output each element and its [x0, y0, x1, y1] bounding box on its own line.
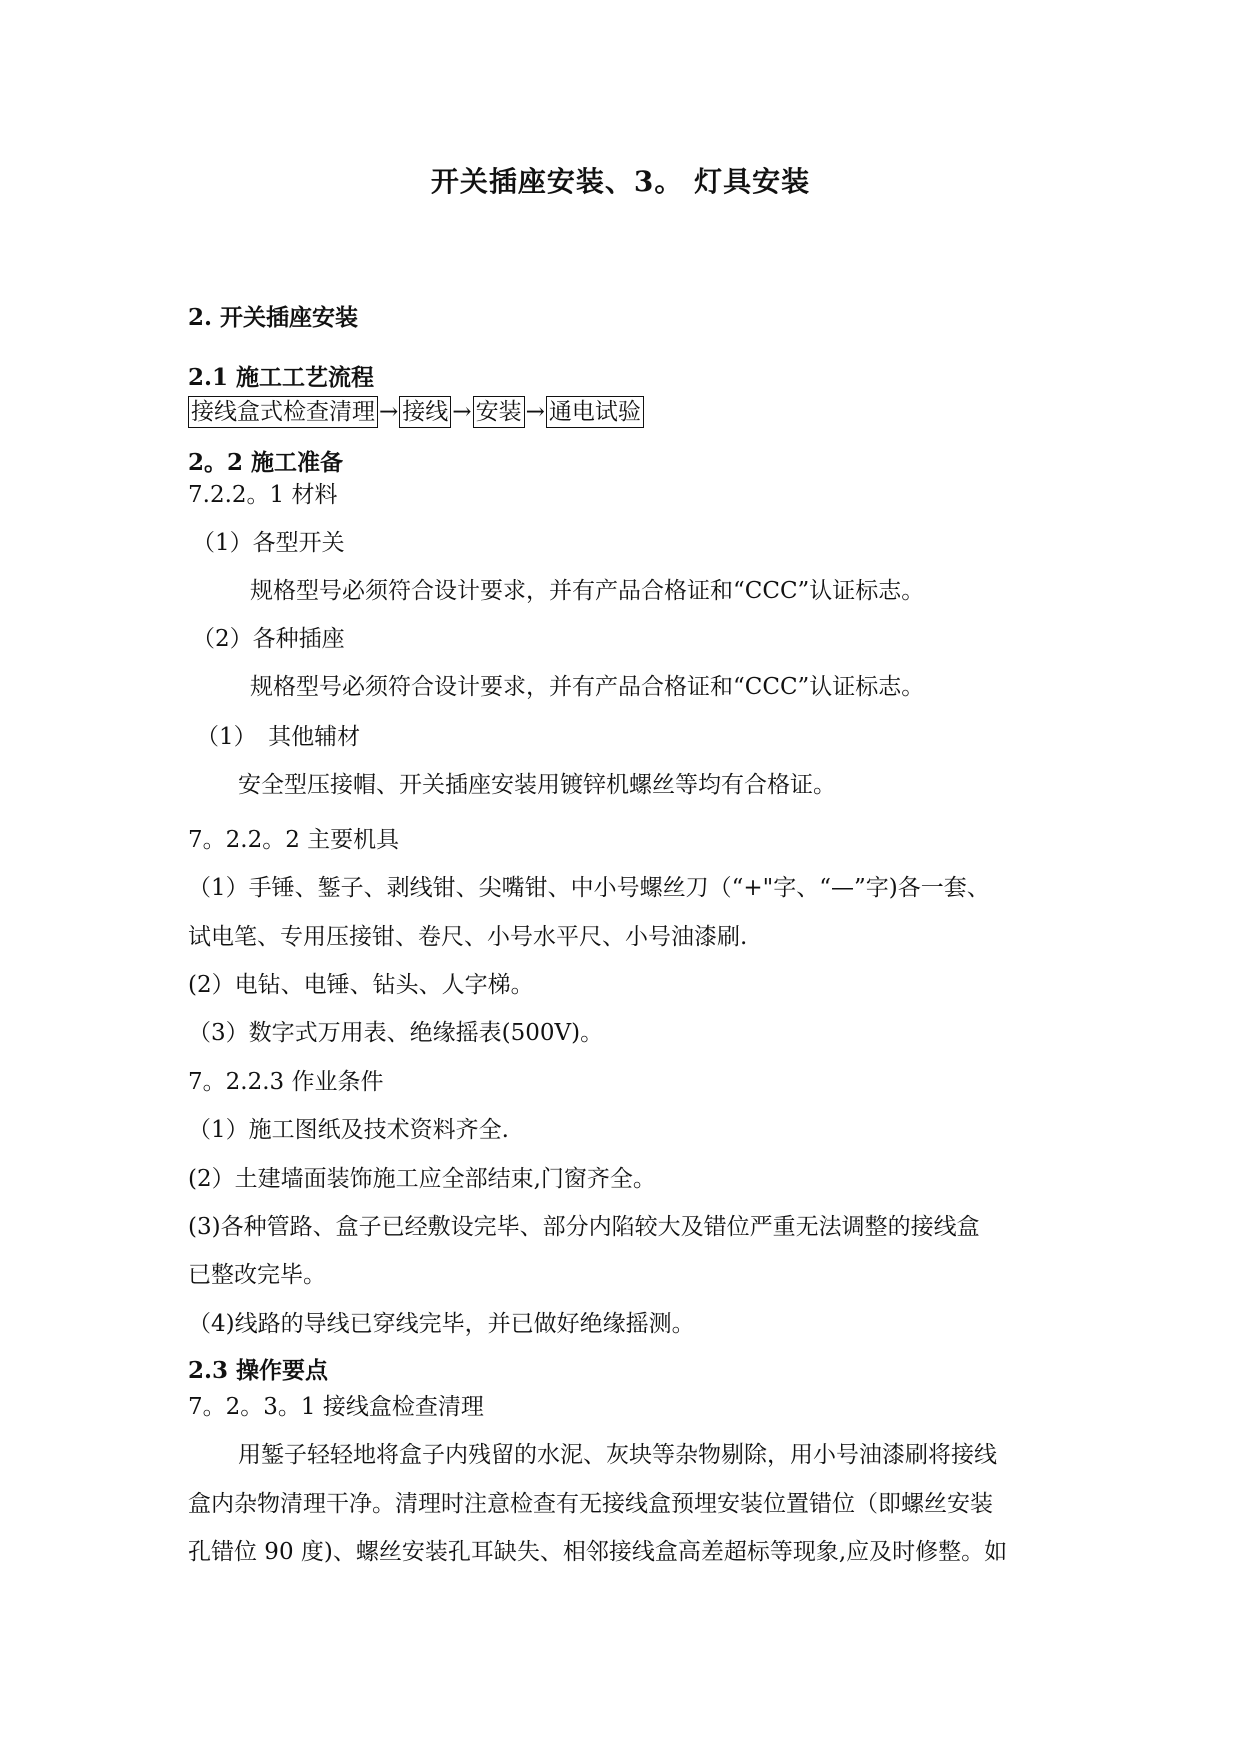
subsection-materials: 7.2.2。1 材料: [188, 482, 338, 508]
tool-item-1-line-1: （1）手锤、錾子、剥线钳、尖嘴钳、中小号螺丝刀（“+"字、“—”字)各一套、: [188, 875, 990, 901]
section-heading-2-1: 2.1 施工工艺流程: [188, 364, 375, 391]
section-heading-2: 2. 开关插座安装: [188, 304, 359, 331]
condition-item-3-line-1: (3)各种管路、盒子已经敷设完毕、部分内陷较大及错位严重无法调整的接线盒: [188, 1214, 980, 1240]
flow-step-4: 通电试验: [546, 396, 644, 428]
flow-arrow-3: →: [525, 399, 545, 425]
flow-step-2: 接线: [399, 396, 451, 428]
material-item-2: （2）各种插座: [192, 626, 345, 652]
section-heading-2-2: 2。2 施工准备: [188, 449, 344, 476]
material-item-3: （1） 其他辅材: [196, 724, 361, 750]
subsection-tools: 7。2.2。2 主要机具: [188, 827, 400, 853]
condition-item-4: （4)线路的导线已穿线完毕，并已做好绝缘摇测。: [188, 1311, 695, 1337]
subsection-conditions: 7。2.2.3 作业条件: [188, 1069, 384, 1095]
subsection-clean: 7。2。3。1 接线盒检查清理: [188, 1394, 484, 1420]
material-item-1-text: 规格型号必须符合设计要求，并有产品合格证和“CCC”认证标志。: [250, 578, 925, 604]
material-item-2-text: 规格型号必须符合设计要求，并有产品合格证和“CCC”认证标志。: [250, 674, 925, 700]
material-item-1: （1）各型开关: [192, 530, 345, 556]
flow-step-3: 安装: [473, 396, 525, 428]
paragraph-line-2: 盒内杂物清理干净。清理时注意检查有无接线盒预埋安装位置错位（即螺丝安装: [188, 1491, 993, 1517]
material-item-3-text: 安全型压接帽、开关插座安装用镀锌机螺丝等均有合格证。: [238, 772, 836, 798]
flow-arrow-1: →: [379, 399, 399, 425]
section-heading-2-3: 2.3 操作要点: [188, 1357, 329, 1384]
flow-step-1: 接线盒式检查清理: [188, 396, 378, 428]
paragraph-line-3: 孔错位 90 度)、螺丝安装孔耳缺失、相邻接线盒高差超标等现象,应及时修整。如: [188, 1539, 1008, 1565]
tool-item-1-line-2: 试电笔、专用压接钳、卷尺、小号水平尺、小号油漆刷.: [188, 924, 748, 950]
page-title: 开关插座安装、3。 灯具安装: [430, 165, 811, 198]
process-flow: [188, 396, 644, 428]
flow-arrow-2: →: [452, 399, 472, 425]
tool-item-2: (2）电钻、电锤、钻头、人字梯。: [188, 972, 534, 998]
condition-item-3-line-2: 已整改完毕。: [188, 1262, 326, 1288]
condition-item-2: (2）土建墙面装饰施工应全部结束,门窗齐全。: [188, 1166, 656, 1192]
condition-item-1: （1）施工图纸及技术资料齐全.: [188, 1117, 509, 1143]
tool-item-3: （3）数字式万用表、绝缘摇表(500V)。: [188, 1020, 604, 1046]
paragraph-line-1: 用錾子轻轻地将盒子内残留的水泥、灰块等杂物剔除，用小号油漆刷将接线: [238, 1442, 997, 1468]
